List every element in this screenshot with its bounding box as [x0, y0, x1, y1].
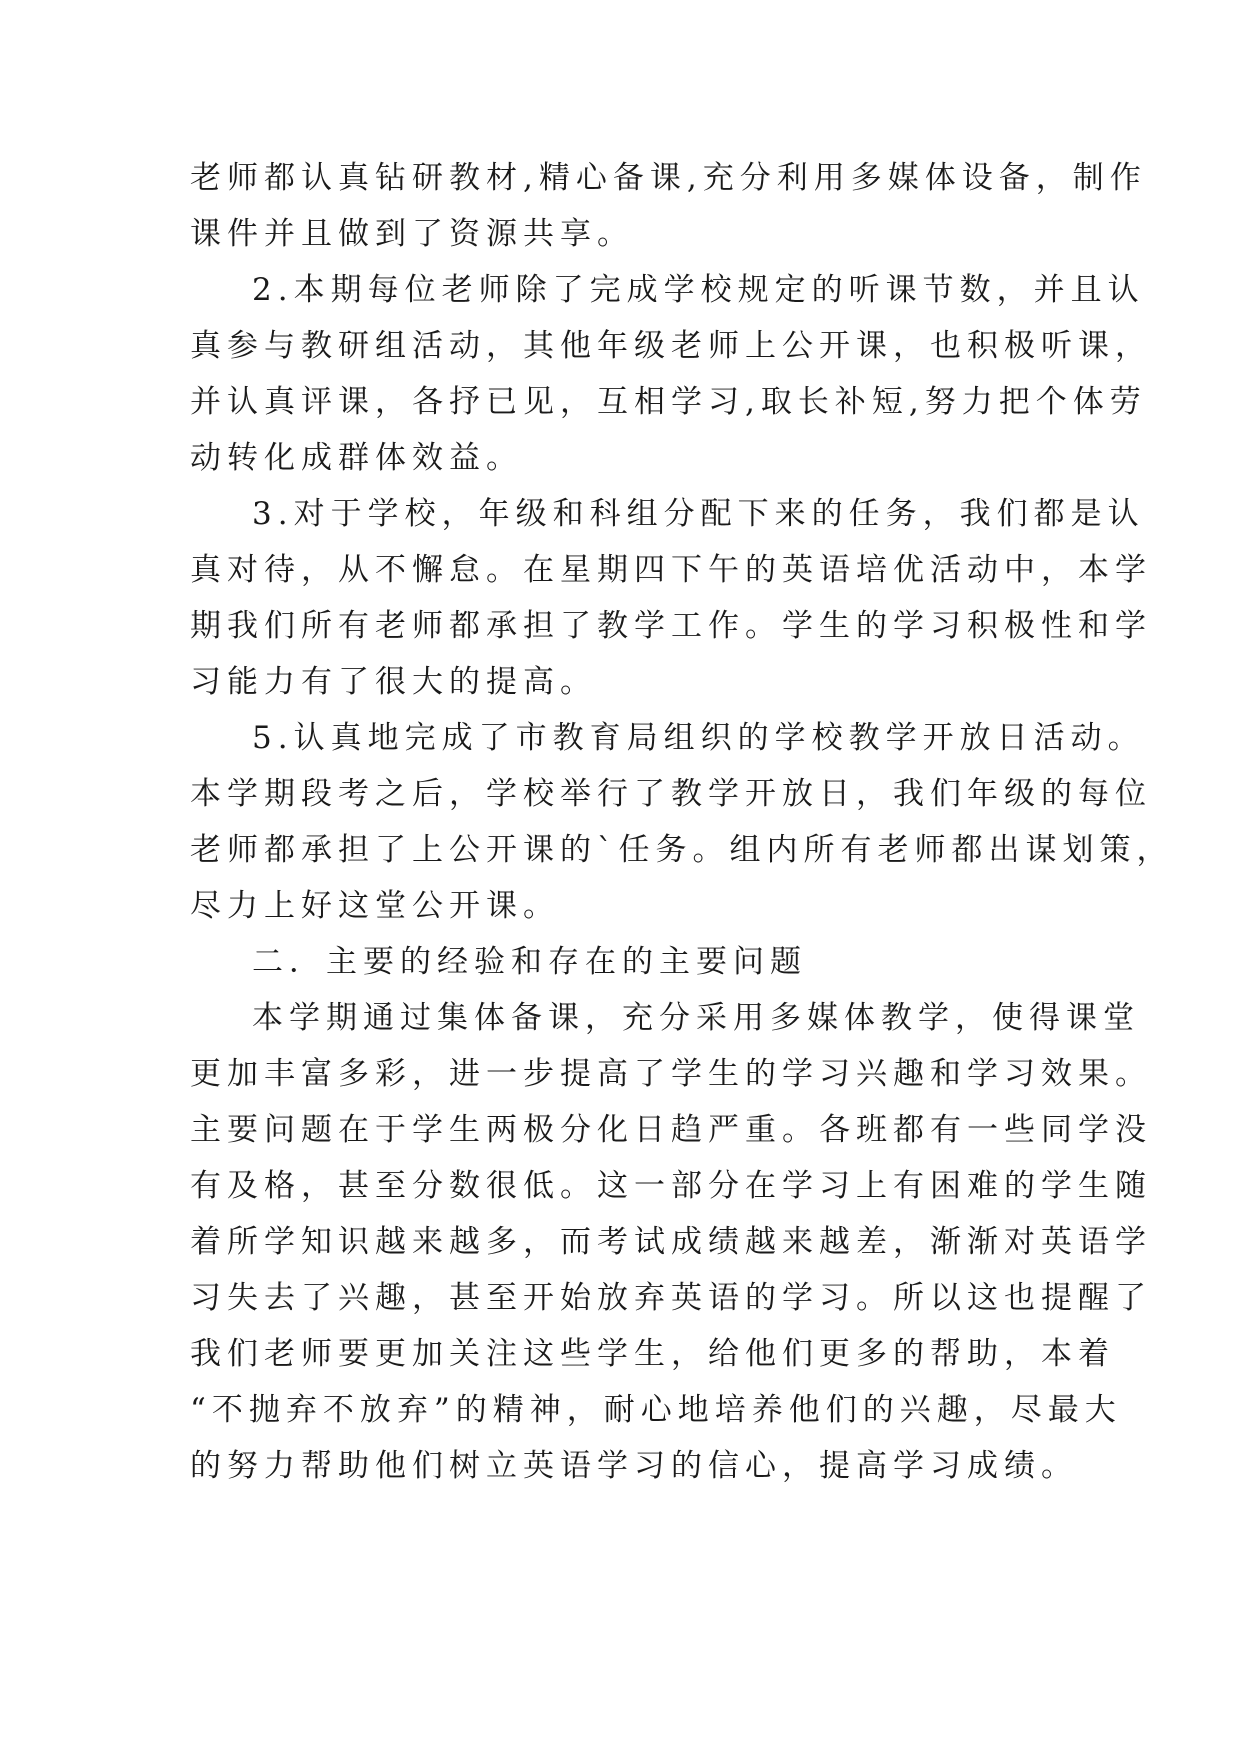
paragraph-start: 本学期通过集体备课，充分采用多媒体教学，使得课堂	[252, 1000, 1140, 1036]
text-line: 本学期段考之后，学校举行了教学开放日，我们年级的每位	[190, 776, 1152, 812]
text-line: 真对待，从不懈怠。在星期四下午的英语培优活动中，本学	[190, 552, 1152, 588]
text-line: 着所学知识越来越多，而考试成绩越来越差，渐渐对英语学	[190, 1224, 1152, 1260]
text-line: 我们老师要更加关注这些学生，给他们更多的帮助，本着	[190, 1336, 1115, 1372]
text-line: 尽力上好这堂公开课。	[190, 888, 560, 924]
text-line: 主要问题在于学生两极分化日趋严重。各班都有一些同学没	[190, 1112, 1152, 1148]
list-item-3: 3.对于学校，年级和科组分配下来的任务，我们都是认	[252, 496, 1145, 532]
text-line: “不抛弃不放弃”的精神，耐心地培养他们的兴趣，尽最大	[190, 1392, 1122, 1428]
list-item-2: 2.本期每位老师除了完成学校规定的听课节数，并且认	[252, 272, 1145, 308]
text-line: 老师都承担了上公开课的`任务。组内所有老师都出谋划策，	[190, 832, 1174, 868]
text-line: 并认真评课，各抒已见，互相学习,取长补短,努力把个体劳	[190, 384, 1147, 420]
text-line: 的努力帮助他们树立英语学习的信心，提高学习成绩。	[190, 1448, 1078, 1484]
text-line: 期我们所有老师都承担了教学工作。学生的学习积极性和学	[190, 608, 1152, 644]
text-line: 有及格，甚至分数很低。这一部分在学习上有困难的学生随	[190, 1168, 1152, 1204]
text-line: 课件并且做到了资源共享。	[190, 216, 634, 252]
text-line: 更加丰富多彩，进一步提高了学生的学习兴趣和学习效果。	[190, 1056, 1152, 1092]
text-line: 真参与教研组活动，其他年级老师上公开课，也积极听课，	[190, 328, 1152, 364]
text-line: 习失去了兴趣，甚至开始放弃英语的学习。所以这也提醒了	[190, 1280, 1152, 1316]
text-line: 习能力有了很大的提高。	[190, 664, 597, 700]
list-item-5: 5.认真地完成了市教育局组织的学校教学开放日活动。	[252, 720, 1145, 756]
text-line: 老师都认真钻研教材,精心备课,充分利用多媒体设备，制作	[190, 160, 1147, 196]
section-heading: 二．主要的经验和存在的主要问题	[252, 944, 807, 980]
text-line: 动转化成群体效益。	[190, 440, 523, 476]
